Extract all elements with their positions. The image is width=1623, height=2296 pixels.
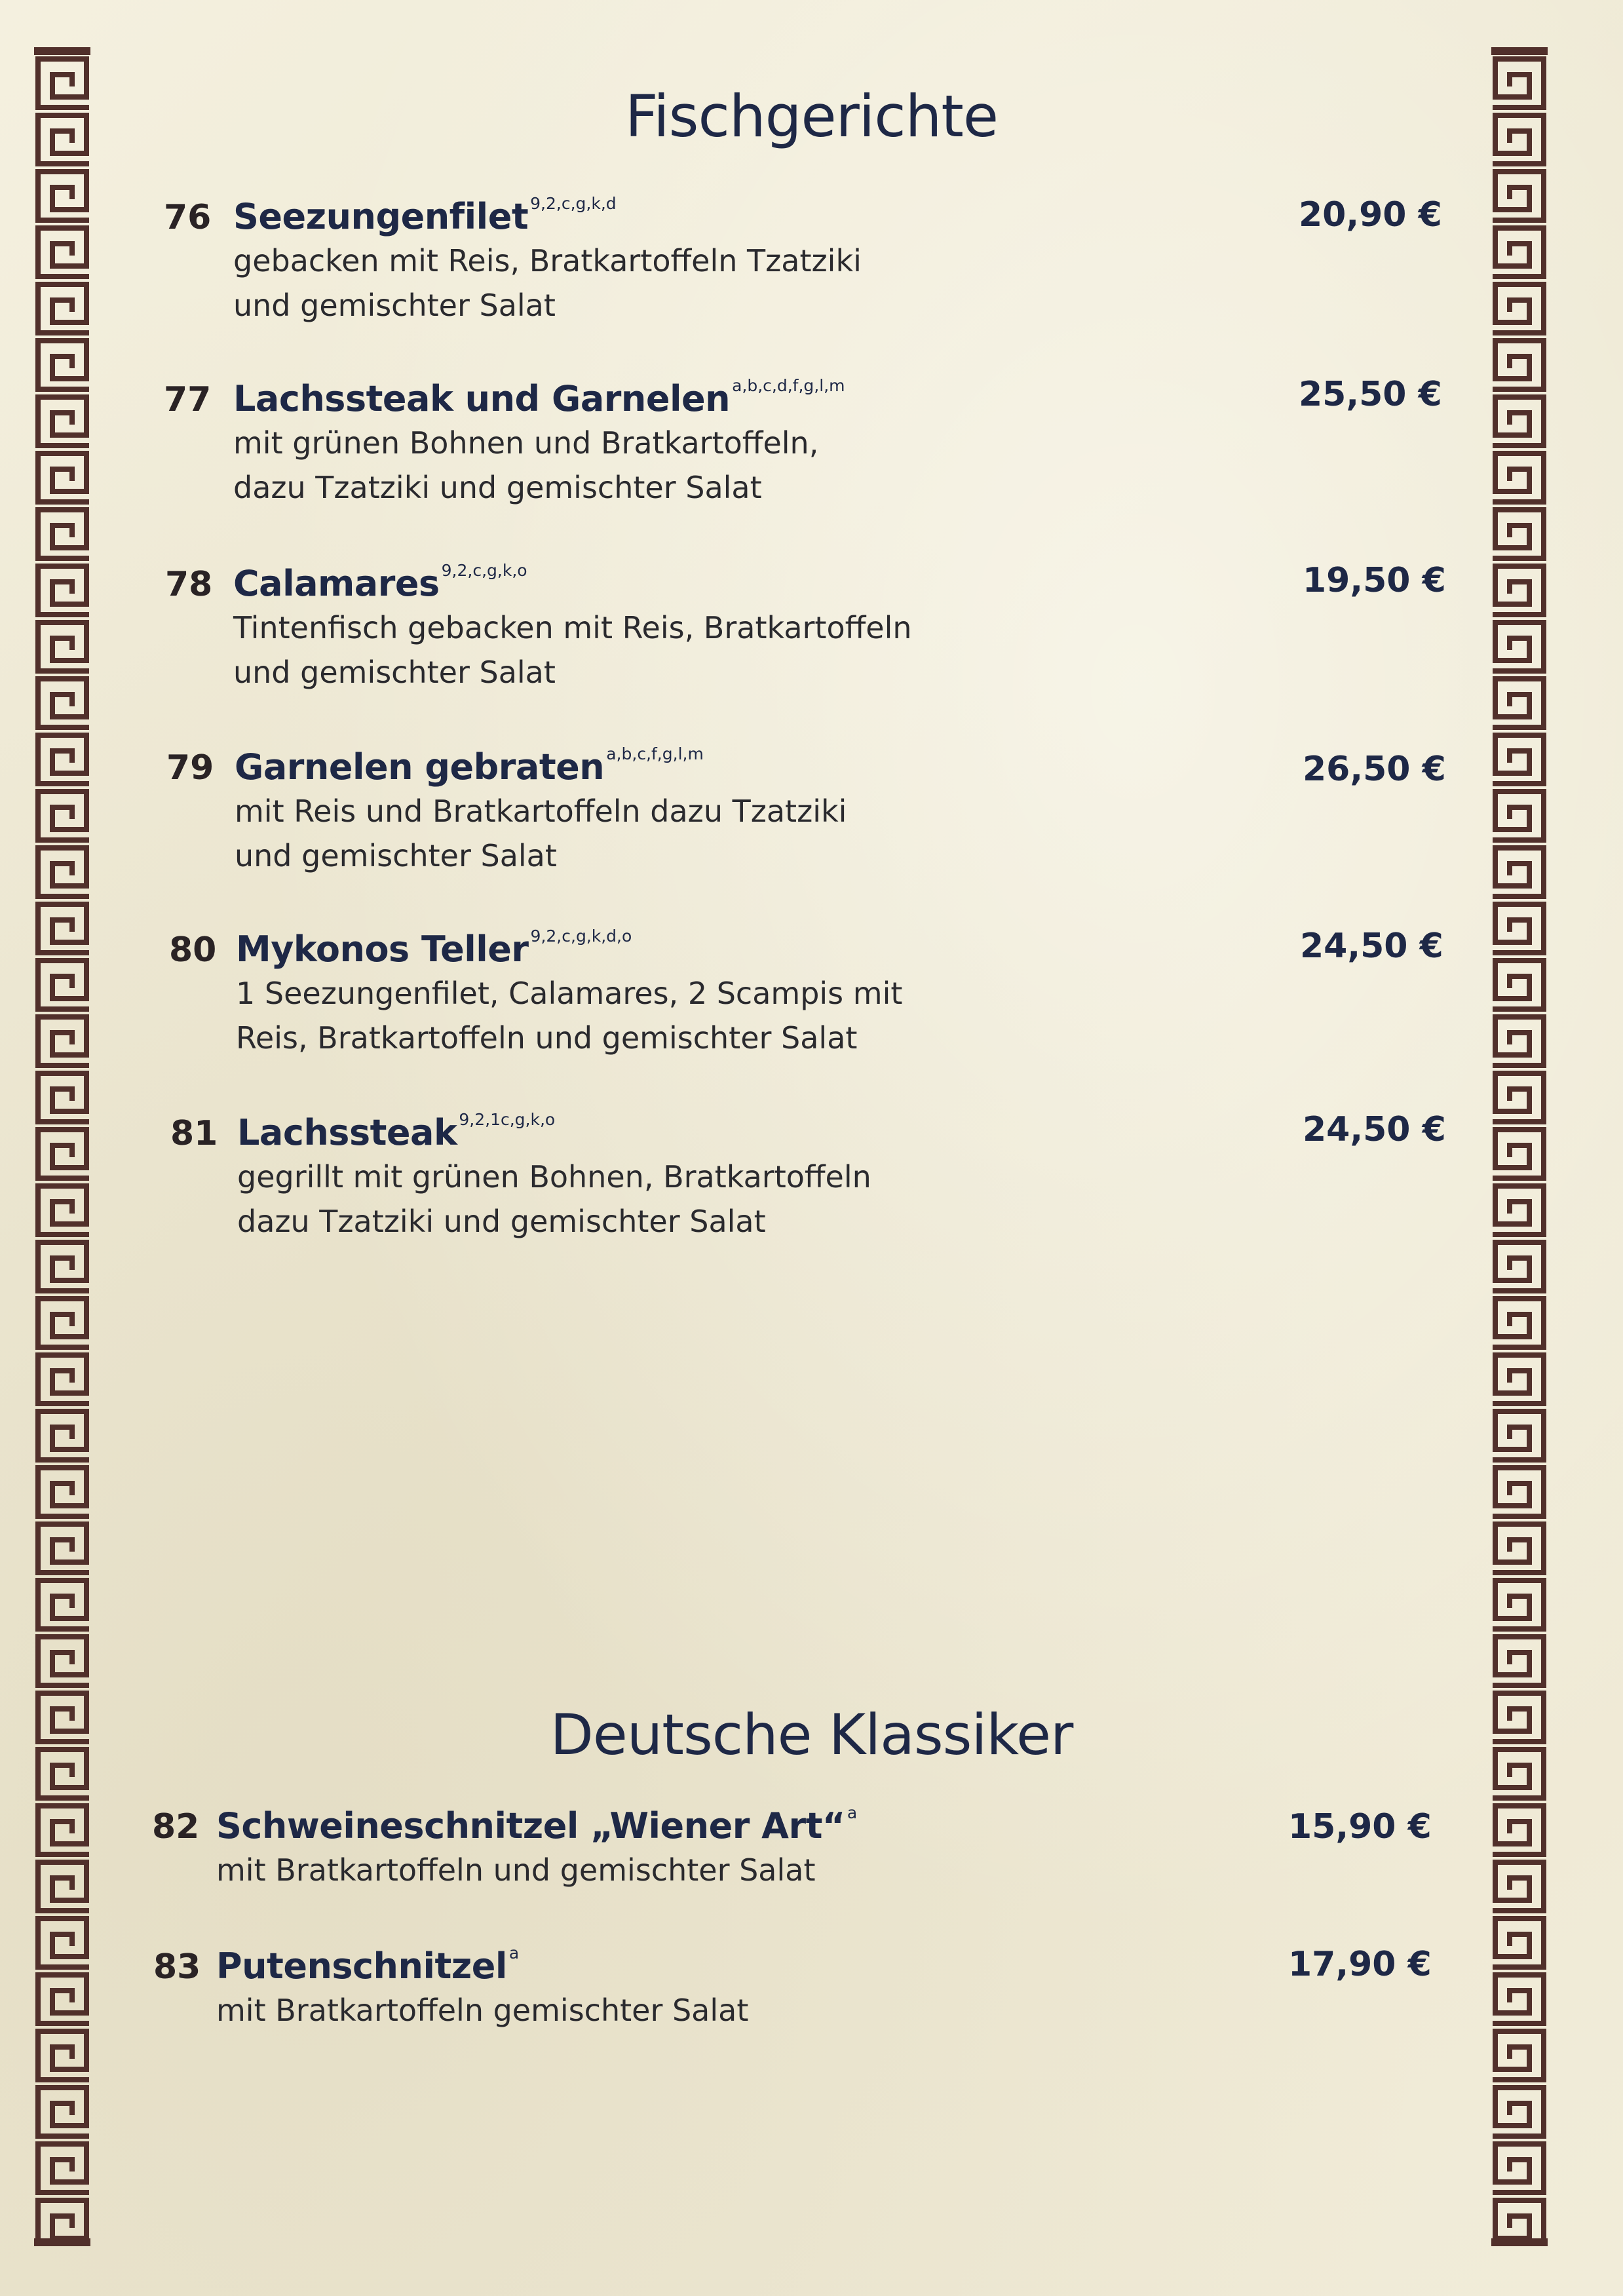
item-allergens: a (847, 1803, 858, 1822)
section-title-deutsche-klassiker: Deutsche Klassiker (550, 1702, 1073, 1768)
item-description-line: gegrillt mit grünen Bohnen, Bratkartoffeln (237, 1159, 871, 1195)
item-name: Putenschnitzel (216, 1945, 507, 1987)
item-allergens: a,b,c,d,f,g,l,m (732, 376, 845, 395)
item-name: Garnelen gebraten (235, 746, 605, 788)
menu-item-83 (153, 1943, 748, 2033)
item-description (235, 789, 847, 878)
menu-item-80 (169, 927, 902, 1060)
item-heading (169, 927, 902, 970)
menu-item-78 (165, 561, 912, 695)
item-number: 77 (164, 380, 212, 419)
item-price-79: 26,50 € (1303, 750, 1446, 789)
item-heading (152, 1803, 857, 1846)
item-price-82: 15,90 € (1288, 1807, 1432, 1846)
item-number: 79 (166, 748, 214, 788)
item-name: Seezungenfilet (233, 196, 529, 237)
item-description (216, 1848, 857, 1892)
item-price-83: 17,90 € (1288, 1945, 1432, 1984)
menu-item-77 (164, 376, 845, 510)
item-description-line: und gemischter Salat (233, 288, 556, 323)
item-name: Calamares (233, 563, 440, 604)
item-number: 80 (169, 930, 217, 970)
item-description (216, 1988, 748, 2033)
greek-key-border-right (1491, 47, 1548, 2246)
item-heading (164, 376, 845, 419)
item-description-line: mit Reis und Bratkartoffeln dazu Tzatziki (235, 794, 847, 829)
menu-item-82 (152, 1803, 857, 1892)
item-allergens: 9,2,c,g,k,d,o (530, 927, 632, 946)
item-allergens: a (508, 1943, 520, 1962)
item-description-line: mit grünen Bohnen und Bratkartoffeln, (233, 425, 819, 461)
item-heading (165, 561, 912, 604)
item-description (233, 605, 912, 695)
item-name: Lachssteak und Garnelen (233, 378, 731, 419)
item-description-line: 1 Seezungenfilet, Calamares, 2 Scampis mit (236, 976, 903, 1011)
section-title-fischgerichte: Fischgerichte (624, 83, 999, 150)
menu-item-76 (164, 194, 862, 328)
item-allergens: 9,2,1c,g,k,o (459, 1110, 556, 1129)
item-heading (153, 1943, 748, 1987)
item-description (236, 971, 902, 1060)
item-description-line: und gemischter Salat (235, 838, 557, 873)
item-heading (164, 194, 862, 237)
item-name: Mykonos Teller (236, 928, 529, 970)
item-description (233, 421, 845, 510)
item-description-line: gebacken mit Reis, Bratkartoffeln Tzatziki (233, 243, 862, 278)
item-allergens: 9,2,c,g,k,o (441, 561, 527, 580)
item-number: 81 (170, 1114, 218, 1153)
item-heading (170, 1110, 871, 1153)
item-description (233, 239, 862, 328)
item-number: 83 (153, 1947, 201, 1987)
item-description-line: mit Bratkartoffeln gemischter Salat (216, 1993, 749, 2028)
item-price-76: 20,90 € (1299, 195, 1442, 235)
item-name: Lachssteak (237, 1112, 457, 1153)
item-number: 76 (164, 198, 212, 237)
greek-key-border-left (34, 47, 90, 2246)
meander-pattern-right (1491, 55, 1548, 2238)
item-description-line: dazu Tzatziki und gemischter Salat (233, 470, 762, 505)
item-price-77: 25,50 € (1299, 375, 1442, 414)
item-description-line: Reis, Bratkartoffeln und gemischter Salat (236, 1020, 858, 1056)
item-description (237, 1155, 871, 1244)
item-description-line: Tintenfisch gebacken mit Reis, Bratkartoffeln (233, 610, 912, 645)
item-allergens: 9,2,c,g,k,d (530, 194, 617, 213)
menu-item-79 (166, 744, 847, 878)
item-price-81: 24,50 € (1303, 1110, 1446, 1149)
item-name: Schweineschnitzel „Wiener Art“ (216, 1805, 845, 1846)
item-allergens: a,b,c,f,g,l,m (606, 744, 704, 763)
item-price-78: 19,50 € (1303, 561, 1446, 600)
menu-item-81 (170, 1110, 871, 1244)
meander-pattern-left (34, 55, 90, 2238)
item-heading (166, 744, 847, 788)
item-description-line: mit Bratkartoffeln und gemischter Salat (216, 1852, 816, 1888)
item-description-line: und gemischter Salat (233, 655, 556, 690)
item-price-80: 24,50 € (1300, 927, 1443, 966)
item-description-line: dazu Tzatziki und gemischter Salat (237, 1204, 766, 1239)
item-number: 78 (165, 565, 213, 604)
item-number: 82 (152, 1807, 200, 1846)
